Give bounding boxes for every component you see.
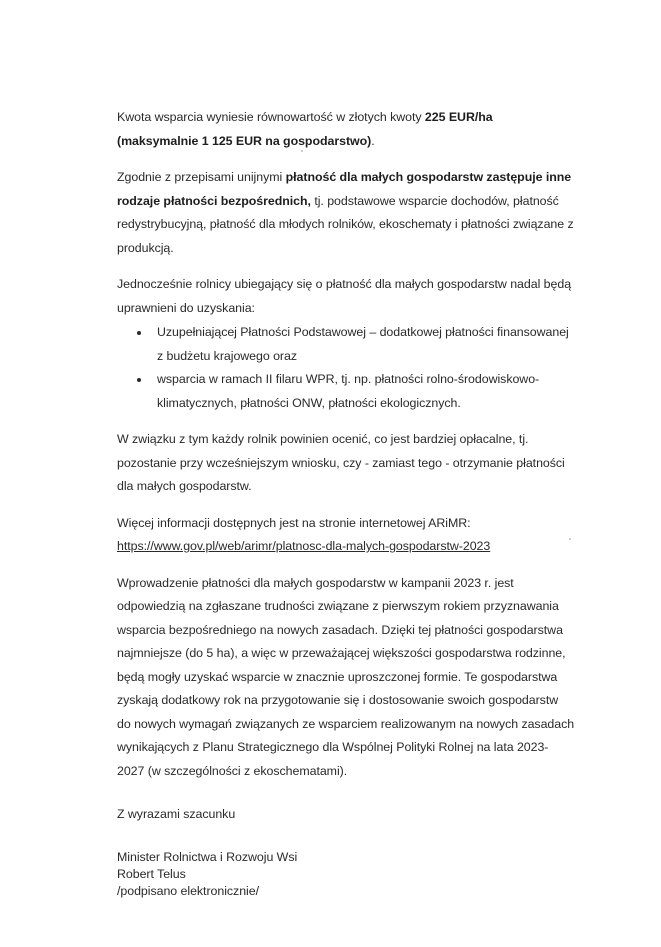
- bold-replacement: płatność dla małych gospodarstw zastępuje inne rodzaje płatności bezpośrednich,: [117, 170, 572, 208]
- scan-speck: [569, 538, 571, 540]
- list-item: wsparcia w ramach II filaru WPR, tj. np. płatności rolno-środowiskowo-klimatycznych, płatności ONW, płatności ekologicznych.: [157, 368, 575, 415]
- list-item: Uzupełniającej Płatności Podstawowej – dodatkowej płatności finansowanej z budżetu krajowego oraz: [157, 321, 575, 368]
- signature-note: /podpisano elektronicznie/: [117, 883, 259, 898]
- paragraph-assessment: W związku z tym każdy rolnik powinien ocenić, co jest bardziej opłacalne, tj. pozostanie przy wcześniejszym wniosku, czy - zamiast tego - otrzymanie płatności dla małych gospodarstw.: [117, 432, 565, 493]
- arimr-link[interactable]: https://www.gov.pl/web/arimr/platnosc-dla-malych-gospodarstw-2023: [117, 539, 491, 553]
- paragraph-eligibility: Jednocześnie rolnicy ubiegający się o płatność dla małych gospodarstw nadal będą uprawnieni do uzyskania:: [117, 277, 572, 315]
- signature-name: Robert Telus: [117, 866, 186, 881]
- scan-speck: [301, 150, 303, 152]
- signature-block: [117, 849, 575, 900]
- paragraph-text: Więcej informacji dostępnych jest na stronie internetowej ARiMR:: [117, 515, 471, 530]
- letter-body: [117, 106, 575, 900]
- signature-role: Minister Rolnictwa i Rozwoju Wsi: [117, 849, 298, 864]
- paragraph-more-info: [117, 512, 575, 559]
- paragraph-replacement: [117, 166, 575, 260]
- paragraph-text: .: [371, 133, 375, 148]
- paragraph-support-amount: [117, 106, 575, 153]
- paragraph-introduction: Wprowadzenie płatności dla małych gospodarstw w kampanii 2023 r. jest odpowiedzią na zgłaszane trudności związane z pierwszym rokiem przyznawania wsparcia bezpośredniego na nowych zasadach. Dzięki tej płatności gospodarstwa najmniejsze (do 5 ha), a więc w przeważającej większości gospodarstwa rodzinne, będą mogły uzyskać wsparcie w znacznie uproszczonej formie. Te gospodarstwa zyskają dodatkowy rok na przygotowanie się i dostosowanie swoich gospodarstw do nowych wymagań związanych ze wsparciem realizowanym na nowych zasadach wynikających z Planu Strategicznego dla Wspólnej Polityki Rolnej na lata 2023-2027 (w szczególności z ekoschematami).: [117, 575, 575, 778]
- paragraph-text: Kwota wsparcia wyniesie równowartość w złotych kwoty: [117, 110, 425, 124]
- closing-salutation: Z wyrazami szacunku: [117, 807, 236, 821]
- paragraph-text: tj. podstawowe wsparcie dochodów, płatność redystrybucyjną, płatność dla młodych rolników, ekoschematy i płatności związane z produkcją.: [117, 193, 574, 255]
- paragraph-text: Zgodnie z przepisami unijnymi: [117, 170, 286, 184]
- bold-amount: 225 EUR/ha (maksymalnie 1 125 EUR na gospodarstwo): [117, 110, 493, 148]
- eligibility-list: [117, 321, 575, 415]
